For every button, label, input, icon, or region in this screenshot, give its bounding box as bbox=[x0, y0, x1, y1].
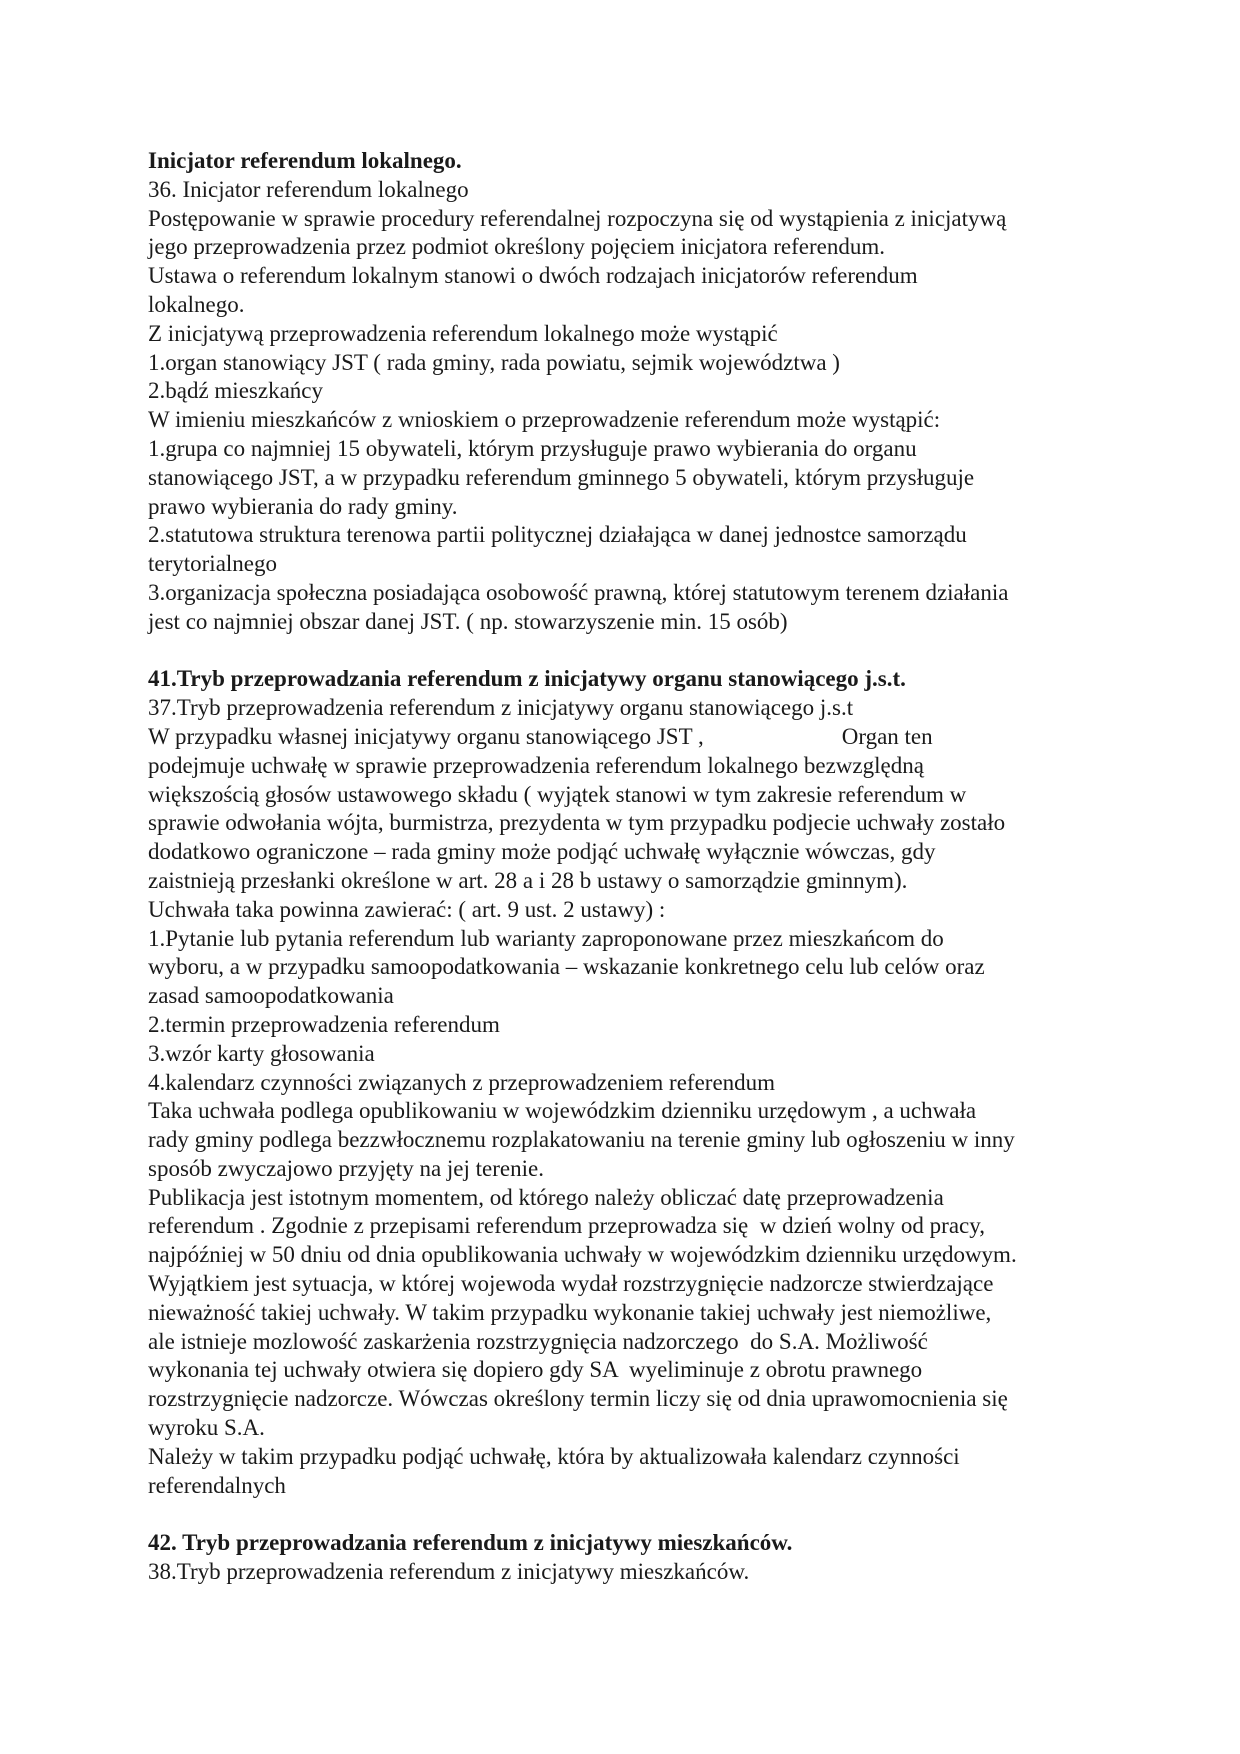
text-line: rady gminy podlega bezzwłocznemu rozplakatowaniu na terenie gminy lub ogłoszeniu w inny bbox=[148, 1127, 1015, 1153]
section-text bbox=[148, 176, 1108, 637]
text-line: W przypadku własnej inicjatywy organu stanowiącego JST , Organ ten bbox=[148, 723, 933, 749]
text-line: prawo wybierania do rady gminy. bbox=[148, 493, 458, 519]
text-line: większością głosów ustawowego składu ( wyjątek stanowi w tym zakresie referendum w bbox=[148, 781, 967, 807]
text-line: 1.Pytanie lub pytania referendum lub warianty zaproponowane przez mieszkańcom do bbox=[148, 925, 944, 951]
text-line: Z inicjatywą przeprowadzenia referendum lokalnego może wystąpić bbox=[148, 320, 778, 346]
text-line: referendalnych bbox=[148, 1472, 286, 1498]
text-line: Uchwała taka powinna zawierać: ( art. 9 ust. 2 ustawy) : bbox=[148, 896, 666, 922]
text-line: lokalnego. bbox=[148, 291, 245, 317]
text-line: Postępowanie w sprawie procedury referendalnej rozpoczyna się od wystąpienia z inicjatywą bbox=[148, 205, 1007, 231]
text-line: sprawie odwołania wójta, burmistrza, prezydenta w tym przypadku podjecie uchwały zostało bbox=[148, 810, 1006, 836]
text-line: podejmuje uchwałę w sprawie przeprowadzenia referendum lokalnego bezwzględną bbox=[148, 752, 924, 778]
text-line: wykonania tej uchwały otwiera się dopiero gdy SA wyeliminuje z obrotu prawnego bbox=[148, 1357, 923, 1383]
document-body bbox=[148, 147, 1108, 1587]
text-line: dodatkowo ograniczone – rada gminy może podjąć uchwałę wyłącznie wówczas, gdy bbox=[148, 839, 936, 865]
text-line: zasad samoopodatkowania bbox=[148, 983, 394, 1009]
text-line: wyroku S.A. bbox=[148, 1415, 265, 1441]
text-line: zaistnieją przesłanki określone w art. 28 a i 28 b ustawy o samorządzie gminnym). bbox=[148, 867, 908, 893]
text-line: stanowiącego JST, a w przypadku referendum gminnego 5 obywateli, którym przysługuje bbox=[148, 464, 975, 490]
text-line: 37.Tryb przeprowadzenia referendum z inicjatywy organu stanowiącego j.s.t bbox=[148, 695, 854, 721]
text-line: Należy w takim przypadku podjąć uchwałę, która by aktualizowała kalendarz czynności bbox=[148, 1443, 960, 1469]
text-line: 3.organizacja społeczna posiadająca osobowość prawną, której statutowym terenem działania bbox=[148, 579, 1009, 605]
text-line: Ustawa o referendum lokalnym stanowi o dwóch rodzajach inicjatorów referendum bbox=[148, 263, 918, 289]
text-line: ale istnieje mozlowość zaskarżenia rozstrzygnięcia nadzorczego do S.A. Możliwość bbox=[148, 1328, 928, 1354]
text-line: 2.statutowa struktura terenowa partii politycznej działająca w danej jednostce samorządu bbox=[148, 522, 967, 548]
text-line: 1.grupa co najmniej 15 obywateli, którym przysługuje prawo wybierania do organu bbox=[148, 435, 917, 461]
section-initiator bbox=[148, 147, 1108, 637]
section-heading: 41.Tryb przeprowadzania referendum z inicjatywy organu stanowiącego j.s.t. bbox=[148, 666, 906, 692]
text-line: jego przeprowadzenia przez podmiot określony pojęciem inicjatora referendum. bbox=[148, 234, 885, 260]
text-line: 3.wzór karty głosowania bbox=[148, 1040, 375, 1066]
text-line: 36. Inicjator referendum lokalnego bbox=[148, 176, 469, 202]
section-text bbox=[148, 694, 1108, 1500]
text-line: 4.kalendarz czynności związanych z przeprowadzeniem referendum bbox=[148, 1069, 776, 1095]
text-line: 38.Tryb przeprowadzenia referendum z inicjatywy mieszkańców. bbox=[148, 1559, 750, 1585]
text-line: wyboru, a w przypadku samoopodatkowania – wskazanie konkretnego celu lub celów oraz bbox=[148, 954, 985, 980]
section-heading: Inicjator referendum lokalnego. bbox=[148, 148, 462, 173]
text-line: 2.termin przeprowadzenia referendum bbox=[148, 1011, 500, 1037]
text-line: terytorialnego bbox=[148, 551, 278, 577]
section-residents-initiative bbox=[148, 1529, 1108, 1587]
text-line: jest co najmniej obszar danej JST. ( np. stowarzyszenie min. 15 osób) bbox=[148, 608, 788, 634]
text-line: Taka uchwała podlega opublikowaniu w wojewódzkim dzienniku urzędowym , a uchwała bbox=[148, 1098, 977, 1124]
text-line: nieważność takiej uchwały. W takim przypadku wykonanie takiej uchwały jest niemożliwe, bbox=[148, 1299, 992, 1325]
text-line: Wyjątkiem jest sytuacja, w której wojewoda wydał rozstrzygnięcie nadzorcze stwierdzające bbox=[148, 1271, 994, 1297]
text-line: 1.organ stanowiący JST ( rada gminy, rada powiatu, sejmik województwa ) bbox=[148, 349, 840, 375]
paragraph-gap bbox=[148, 1500, 1108, 1529]
section-council-initiative bbox=[148, 665, 1108, 1500]
text-line: Publikacja jest istotnym momentem, od którego należy obliczać datę przeprowadzenia bbox=[148, 1184, 944, 1210]
text-line: 2.bądź mieszkańcy bbox=[148, 378, 323, 404]
section-heading: 42. Tryb przeprowadzania referendum z inicjatywy mieszkańców. bbox=[148, 1530, 793, 1556]
text-line: W imieniu mieszkańców z wnioskiem o przeprowadzenie referendum może wystąpić: bbox=[148, 407, 941, 433]
paragraph-gap bbox=[148, 637, 1108, 666]
text-line: rozstrzygnięcie nadzorcze. Wówczas określony termin liczy się od dnia uprawomocnienia się bbox=[148, 1386, 1008, 1412]
text-line: najpóźniej w 50 dniu od dnia opublikowania uchwały w wojewódzkim dzienniku urzędowym. bbox=[148, 1242, 1017, 1268]
section-text bbox=[148, 1558, 1108, 1587]
text-line: referendum . Zgodnie z przepisami referendum przeprowadza się w dzień wolny od pracy, bbox=[148, 1213, 986, 1239]
text-line: sposób zwyczajowo przyjęty na jej terenie. bbox=[148, 1155, 544, 1181]
